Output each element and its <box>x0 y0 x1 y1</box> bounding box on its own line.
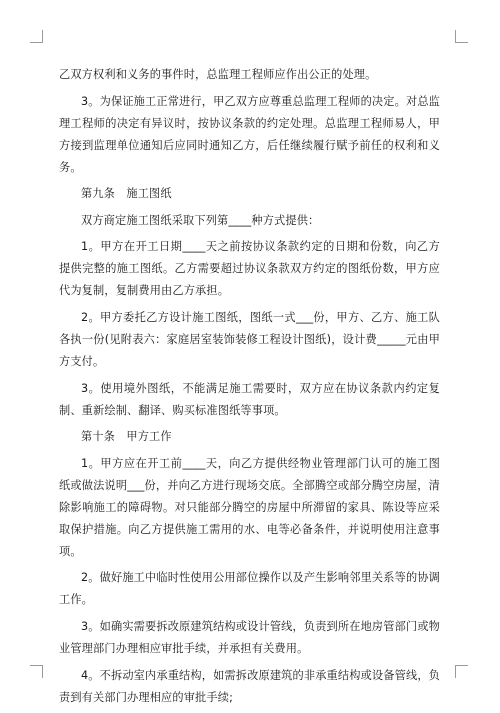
crop-mark-top-right <box>455 30 468 43</box>
section-heading-article-10: 第十条 甲方工作 <box>81 430 172 444</box>
paragraph-clause-9-1: 1。甲方在开工日期____天之前按协议条款约定的日期和份数，向乙方提供完整的施工图纸。乙方需要超过协议条款双方约定的图纸份数，甲方应代为复制，复制费用由乙方承担。 <box>59 240 440 298</box>
paragraph-clause-10-2: 2。做好施工中临时性使用公用部位操作以及产生影响邻里关系等的协调工作。 <box>59 571 440 607</box>
paragraph-clause-10-1: 1。甲方应在开工前____天，向乙方提供经物业管理部门认可的施工图纸或做法说明___份，并向乙方进行现场交底。全部腾空或部分腾空房屋，清除影响施工的障碍物。对只能部分腾空的房屋中所滞留的家具、陈设等应采取保护措施。向乙方提供施工需用的水、电等必备条件，并说明使用注意事项。 <box>59 456 440 558</box>
paragraph-drawing-method: 双方商定施工图纸采取下列第____种方式提供： <box>81 213 320 227</box>
document-body <box>59 64 440 713</box>
paragraph-clause-8-3: 3。为保证施工正常进行，甲乙双方应尊重总监理工程师的决定。对总监理工程师的决定有异议时，按协议条款的约定处理。总监理工程师易人，甲方接到监理单位通知后应同时通知乙方，后任继续履行赋予前任的权利和义务。 <box>59 94 440 174</box>
paragraph-clause-9-3: 3。使用境外图纸，不能满足施工需要时，双方应在协议条款内约定复制、重新绘制、翻译、购买标准图纸等事项。 <box>59 381 440 417</box>
paragraph-clause-10-3: 3。如确实需要拆改原建筑结构或设计管线，负责到所在地房管部门或物业管理部门办理相应审批手续，并承担有关费用。 <box>59 619 440 655</box>
paragraph-continuation: 乙双方权利和义务的事件时，总监理工程师应作出公正的处理。 <box>59 68 377 81</box>
paragraph-clause-10-4: 4。不拆动室内承重结构，如需拆改原建筑的非承重结构或设备管线，负责到有关部门办理相应的审批手续; <box>59 668 440 704</box>
paragraph-clause-9-2: 2。甲方委托乙方设计施工图纸，图纸一式___份，甲方、乙方、施工队各执一份(见附表六：家庭居室装饰装修工程设计图纸)，设计费_____元由甲方支付。 <box>59 310 440 368</box>
crop-mark-bottom-right <box>455 665 468 678</box>
crop-mark-bottom-left <box>30 665 43 678</box>
section-heading-article-9: 第九条 施工图纸 <box>81 187 172 201</box>
crop-mark-top-left <box>30 30 43 43</box>
